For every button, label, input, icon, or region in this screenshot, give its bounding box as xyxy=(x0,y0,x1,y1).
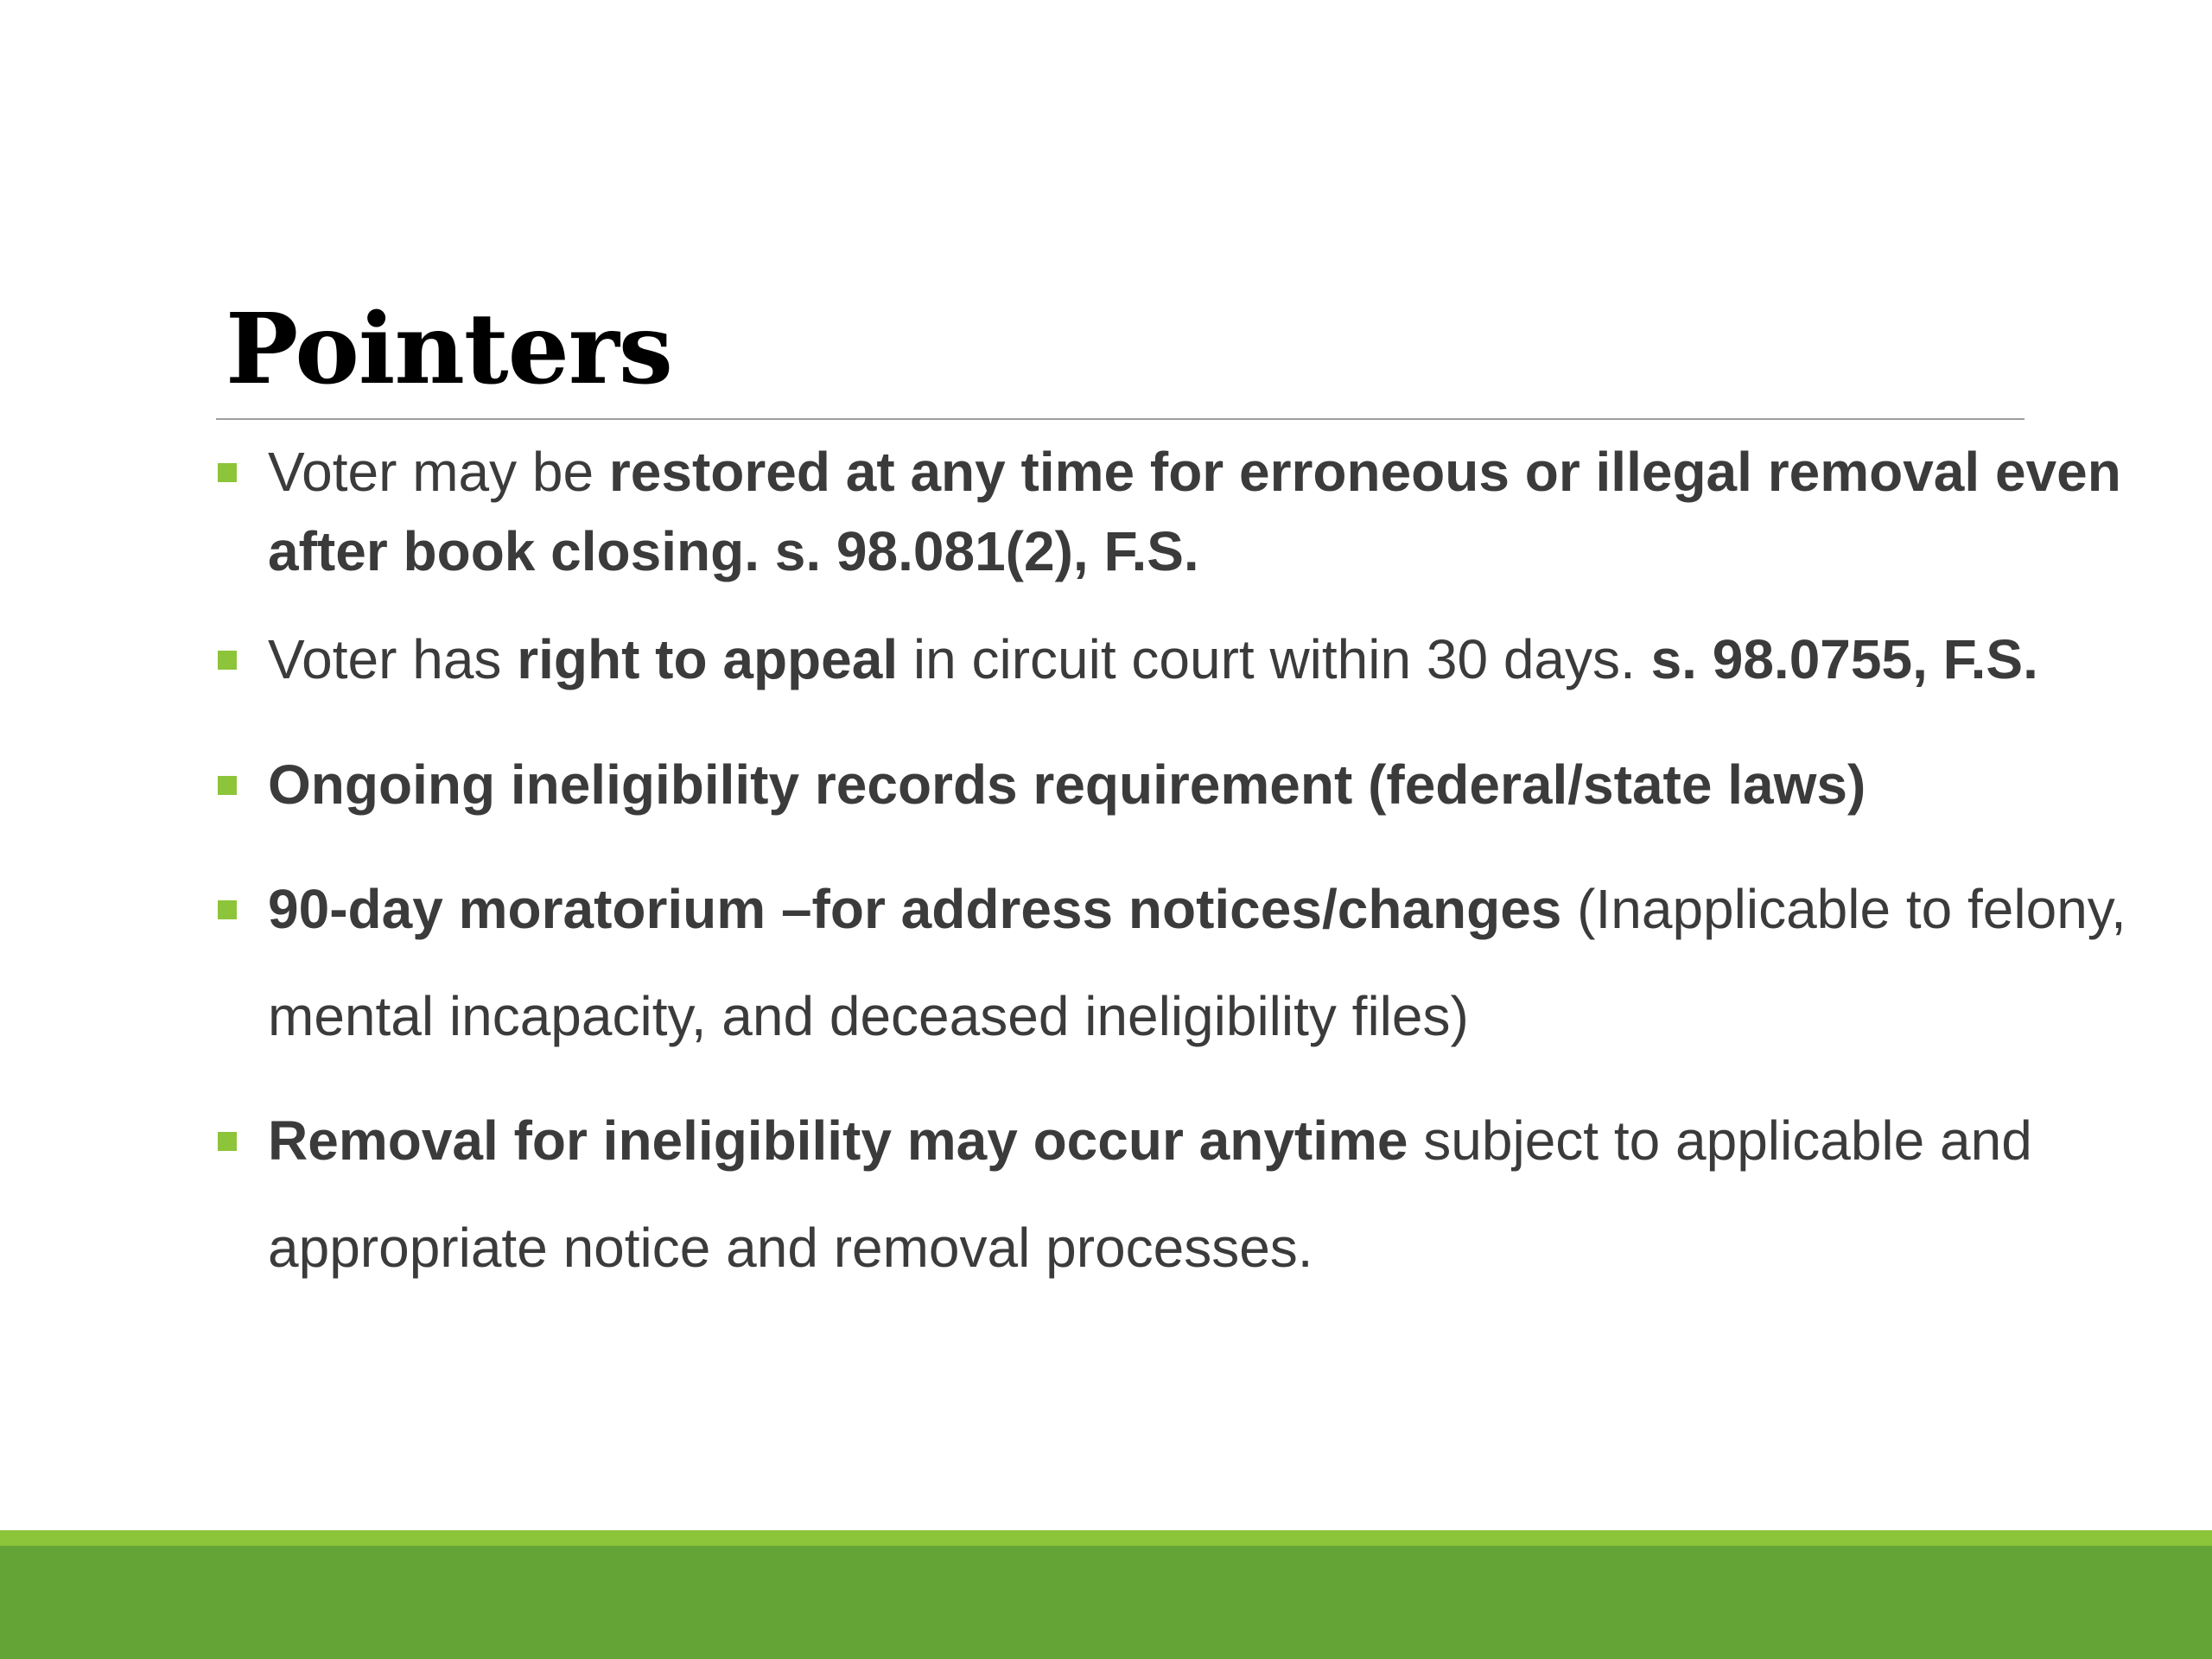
square-bullet-icon xyxy=(218,900,237,919)
bullet-item xyxy=(216,855,2195,1070)
bullet-item xyxy=(216,606,2195,713)
bullet-item xyxy=(216,432,2195,591)
square-bullet-icon xyxy=(218,776,237,795)
footer-accent-stripe xyxy=(0,1530,2212,1546)
bullet-item xyxy=(216,1087,2195,1301)
square-bullet-icon xyxy=(218,651,237,670)
bullet-text-bold: restored at any time for erroneous or illegal removal even after book closing. s. 98.081(2), F.S. xyxy=(268,441,2121,582)
slide-title: Pointers xyxy=(226,293,672,406)
square-bullet-icon xyxy=(218,463,237,482)
square-bullet-icon xyxy=(218,1132,237,1151)
bullet-text-bold: right to appeal xyxy=(517,628,899,690)
bullet-text-regular: Voter has xyxy=(268,628,518,690)
bullet-text-bold: Removal for ineligibility may occur anytime xyxy=(268,1109,1408,1172)
bullet-text-bold: Ongoing ineligibility records requirement (federal/state laws) xyxy=(268,753,1866,816)
bullet-text-regular: (Inapplicable to felony, mental incapacity, and deceased ineligibility files) xyxy=(268,878,2126,1047)
title-divider xyxy=(216,418,2024,420)
footer-band xyxy=(0,1546,2212,1659)
bullet-text-regular: subject to applicable and appropriate notice and removal processes. xyxy=(268,1109,2032,1279)
bullet-text-bold: s. 98.0755, F.S. xyxy=(1650,628,2038,690)
bullet-text-regular: in circuit court within 30 days. xyxy=(898,628,1651,690)
bullet-item xyxy=(216,731,2195,838)
bullet-text-bold: 90-day moratorium –for address notices/changes xyxy=(268,878,1562,940)
bullet-list xyxy=(216,432,2195,1301)
bullet-text-regular: Voter may be xyxy=(268,441,609,503)
